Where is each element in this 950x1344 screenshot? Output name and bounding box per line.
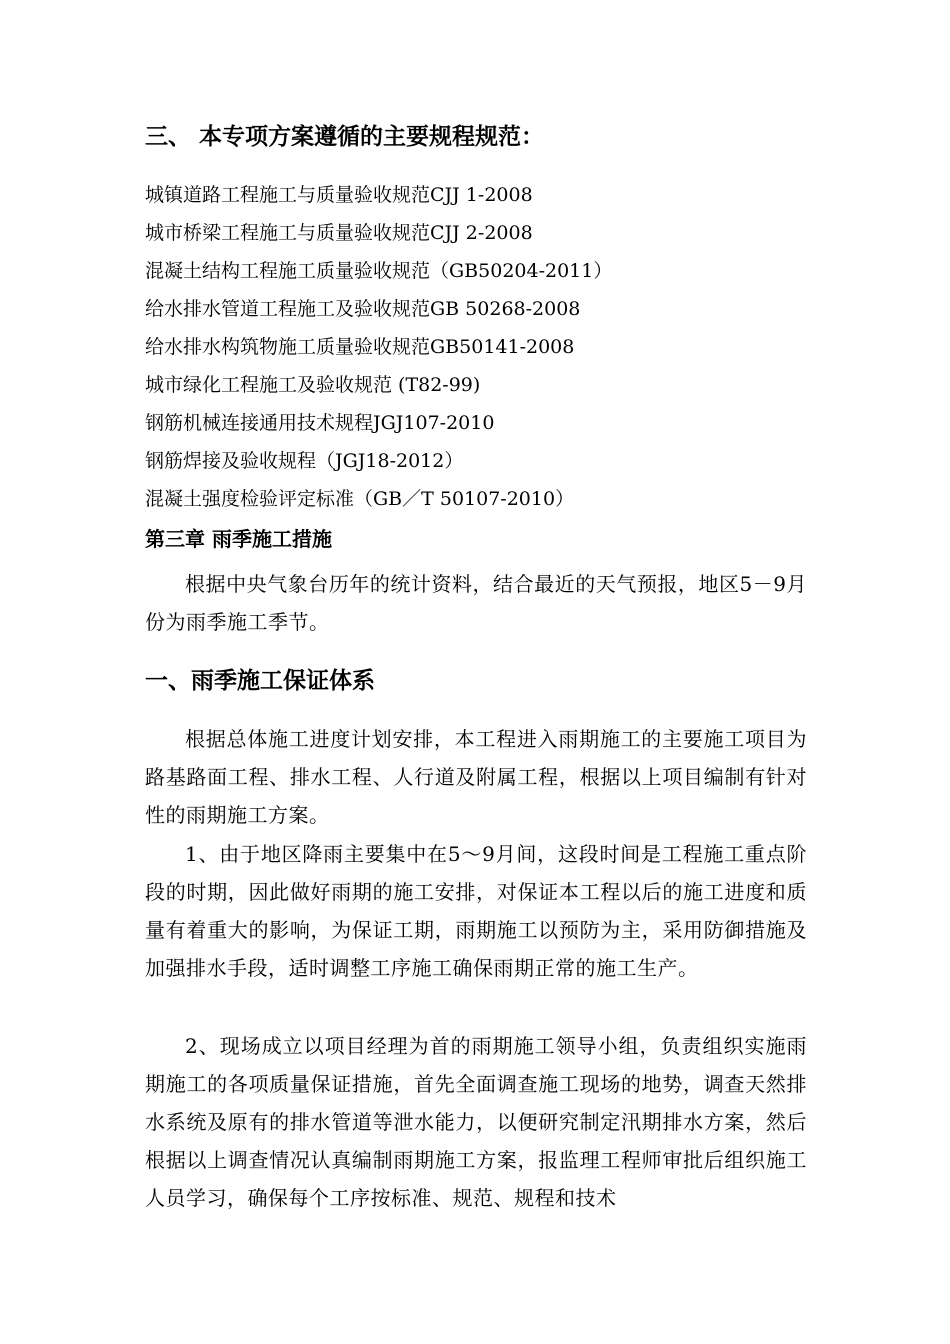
chapter-heading: 第三章 雨季施工措施 — [145, 527, 332, 551]
standard-item: 给水排水管道工程施工及验收规范GB 50268-2008 — [145, 298, 581, 320]
standard-item: 钢筋机械连接通用技术规程JGJ107-2010 — [145, 412, 495, 434]
standard-item: 混凝土结构工程施工质量验收规范（GB50204-2011） — [145, 260, 613, 282]
standard-item: 城镇道路工程施工与质量验收规范CJJ 1-2008 — [145, 184, 533, 206]
standard-item: 城市绿化工程施工及验收规范 (T82-99) — [145, 374, 481, 396]
chapter-intro-paragraph: 根据中央气象台历年的统计资料，结合最近的天气预报，地区5－9月份为雨季施工季节。 — [145, 572, 807, 634]
standards-list — [145, 180, 612, 522]
body-paragraph: 1、由于地区降雨主要集中在5～9月间，这段时间是工程施工重点阶段的时期，因此做好雨期的施工安排，对保证本工程以后的施工进度和质量有着重大的影响，为保证工期，雨期施工以预防为主，采用防御措施及加强排水手段，适时调整工序施工确保雨期正常的施工生产。 — [145, 842, 807, 980]
standard-item: 混凝土强度检验评定标准（GB／T 50107-2010） — [145, 488, 575, 510]
section-heading-rain-guarantee: 一、雨季施工保证体系 — [145, 668, 375, 694]
standard-item: 给水排水构筑物施工质量验收规范GB50141-2008 — [145, 336, 575, 358]
standard-item: 城市桥梁工程施工与质量验收规范CJJ 2-2008 — [145, 222, 533, 244]
body-paragraph: 2、现场成立以项目经理为首的雨期施工领导小组，负责组织实施雨期施工的各项质量保证措施，首先全面调查施工现场的地势，调查天然排水系统及原有的排水管道等泄水能力，以便研究制定汛期排水方案，然后根据以上调查情况认真编制雨期施工方案，报监理工程师审批后组织施工人员学习，确保每个工序按标准、规范、规程和技术 — [145, 1034, 807, 1210]
standard-item: 钢筋焊接及验收规程（JGJ18-2012） — [145, 450, 464, 472]
section-heading-regulations: 三、 本专项方案遵循的主要规程规范： — [145, 124, 545, 150]
body-paragraph: 根据总体施工进度计划安排，本工程进入雨期施工的主要施工项目为路基路面工程、排水工程、人行道及附属工程，根据以上项目编制有针对性的雨期施工方案。 — [145, 727, 807, 827]
